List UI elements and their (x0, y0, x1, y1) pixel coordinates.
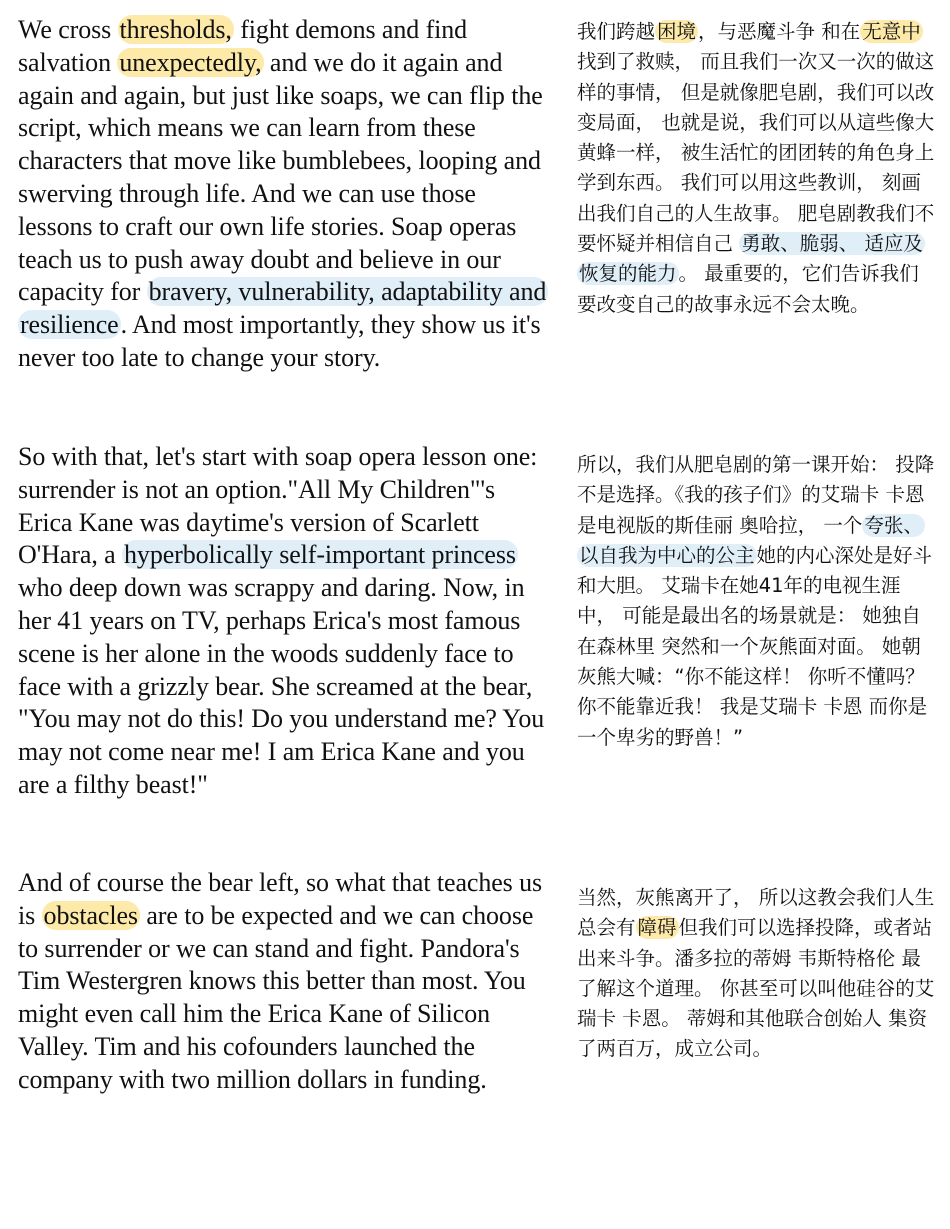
highlight-wuyizhong: 无意中 (862, 20, 921, 43)
text-segment: 。 最重要的，它们告诉我们要改变自己的故事永远不会太晚。 (577, 262, 919, 316)
chinese-paragraph-2 (577, 450, 937, 753)
chinese-paragraph-3 (577, 883, 937, 1065)
highlight-thresholds: thresholds, (119, 15, 232, 44)
text-segment: 我们跨越 (577, 20, 656, 43)
text-segment: We cross (18, 15, 118, 44)
highlight-princess-phrase: hyperbolically self-important princess (124, 540, 516, 570)
text-segment: And of course the bear left, so what that teaches us is (18, 868, 543, 930)
text-segment: ，与恶魔斗争 和在 (698, 20, 861, 43)
text-segment: . And most importantly, they show us it's never too late to change your story. (18, 310, 541, 372)
text-segment: who deep down was scrappy and daring. Now, in her 41 years on TV, perhaps Erica's most famous scene is her alone in the woods suddenly face to face with a grizzly bear. She screamed at the bear, "You may not do this! Do you understand me? You may not come near me! I am Erica Kane and you are a filthy beast!" (18, 573, 545, 799)
text-segment: So with that, let's start with soap opera lesson one: surrender is not an option."All My Children"'s Erica Kane was daytime's version of Scarlett O'Hara, a (18, 442, 538, 570)
english-paragraph-2 (18, 441, 550, 802)
highlight-obstacles: obstacles (43, 900, 138, 930)
highlight-princess-phrase-zh: 夸张、以自我为中心的公主 (579, 513, 923, 567)
highlight-unexpectedly: unexpectedly, (119, 47, 262, 77)
highlight-zhangai: 障碍 (637, 916, 677, 940)
highlight-bravery-phrase: bravery, vulnerability, adaptability and resilience (20, 277, 547, 340)
text-segment: 找到了救赎， 而且我们一次又一次的做这样的事情， 但是就像肥皂剧，我们可以改变局面， 也就是说，我们可以从這些像大黄蜂一样， 被生活忙的团团转的角色身上 学到东西。 我们可以用这些教训， 刻画出我们自己的人生故事。 肥皂剧教我们不要怀疑并相信自己 (577, 50, 935, 256)
text-segment: fight demons and find salvation (18, 15, 468, 77)
text-segment: are to be expected and we can choose to surrender or we can stand and fight. Pandora's Tim Westergren knows this better than most. You might even call him the Erica Kane of Silicon Valley. Tim and his cofounders launched the company with two million dollars in funding. (18, 900, 534, 1094)
text-segment: 所以，我们从肥皂剧的第一课开始： 投降不是选择。《我的孩子们》的艾瑞卡 卡恩 是电视版的斯佳丽 奥哈拉， 一个 (577, 453, 935, 537)
english-paragraph-3 (18, 867, 550, 1097)
highlight-capacity-phrase-zh: 勇敢、脆弱、 适应及恢复的能力 (579, 232, 923, 286)
text-segment: 但我们可以选择投降，或者站出来斗争。潘多拉的蒂姆 韦斯特格伦 最了解这个道理。 你甚至可以叫他硅谷的艾瑞卡 卡恩。 蒂姆和其他联合创始人 集资了两百万，成立公司。 (577, 916, 935, 1061)
text-segment: 当然，灰熊离开了， 所以这教会我们人生总会有 (577, 886, 935, 940)
text-segment: and we do it again and again and again, but just like soaps, we can flip the script, which means we can learn from these characters that move like bumblebees, looping and swerving through life. And we can use those lessons to craft our own life stories. Soap operas teach us to push away doubt and believe in our capacity for (18, 47, 543, 307)
highlight-kunjing: 困境 (657, 20, 697, 43)
chinese-paragraph-1 (577, 17, 937, 320)
text-segment: 她的内心深处是好斗和大胆。 艾瑞卡在她41年的电视生涯中， 可能是最出名的场景就是： 她独自在森林里 突然和一个灰熊面对面。 她朝灰熊大喊：“你不能这样！ 你听不懂吗？ 你不能靠近我！ 我是艾瑞卡 卡恩 而你是一个卑劣的野兽！” (577, 543, 933, 749)
english-paragraph-1 (18, 14, 550, 375)
